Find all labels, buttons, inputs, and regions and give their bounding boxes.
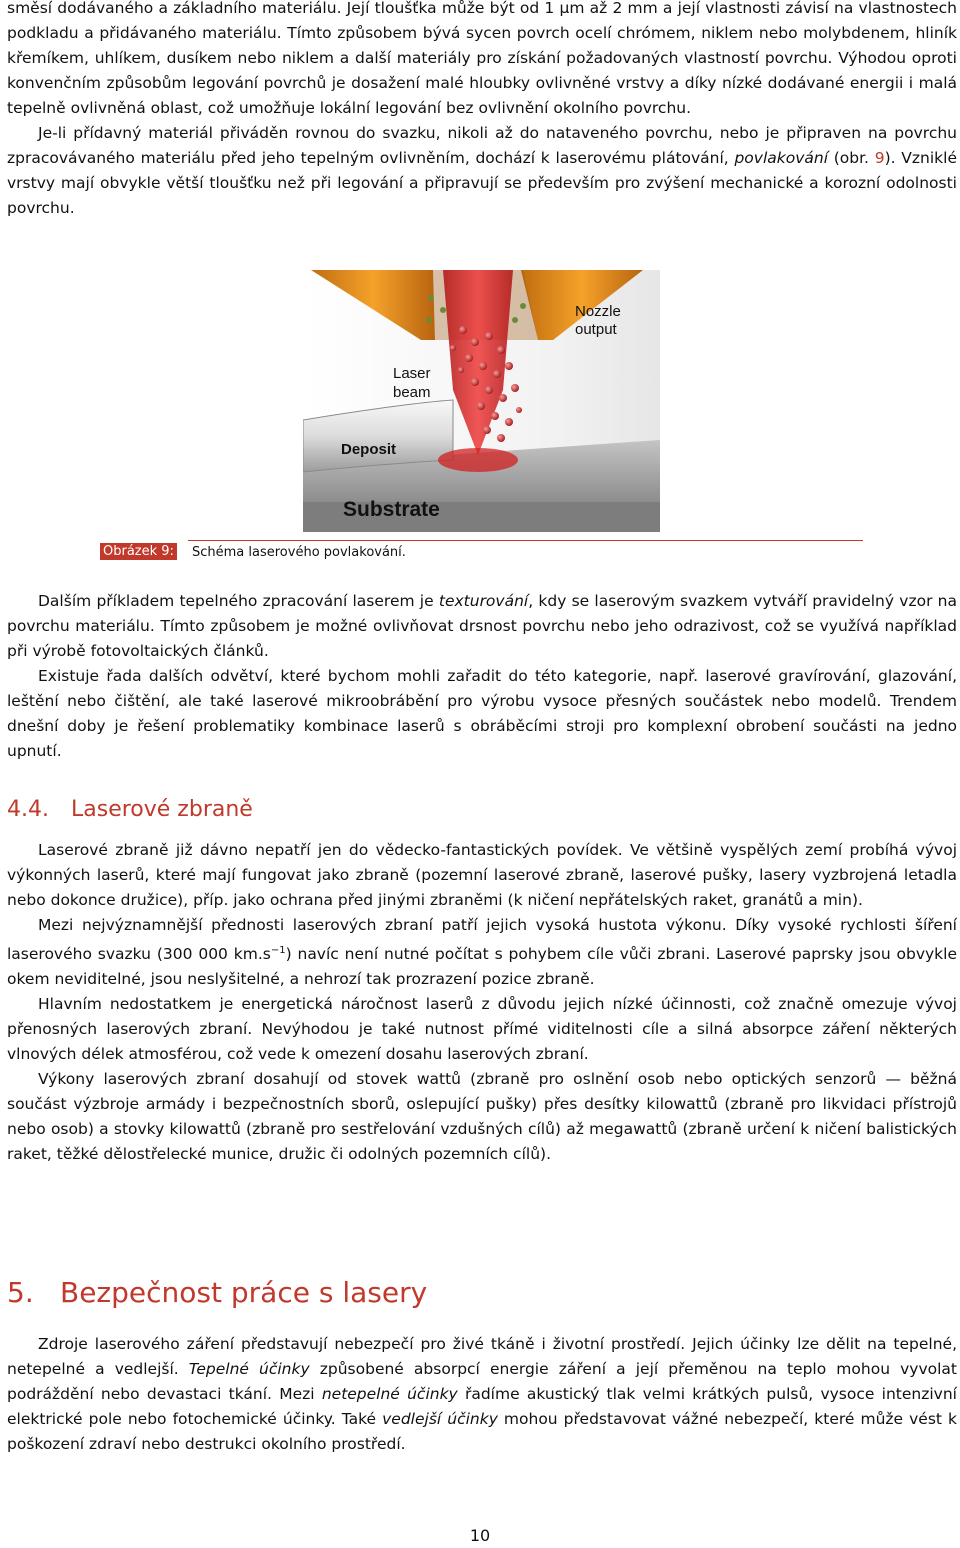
paragraph-2-emphasis: povlakování <box>734 149 829 167</box>
paragraph-6-text-b: ) navíc není nutné počítat s pohybem cíle vůči zbrani. Laserové paprsky jsou obvykle okem neviditelné, jsou neslyšitelné, a nehrozí tak prozrazení pozice zbraně. <box>7 945 957 989</box>
paragraph-3-text-a: Dalším příkladem tepelného zpracování laserem je <box>38 592 439 610</box>
laser-cladding-illustration <box>303 270 660 532</box>
paragraph-9-emphasis-3: vedlejší účinky <box>382 1410 498 1428</box>
section-4-4-body <box>7 838 957 1167</box>
label-nozzle-output-1: Nozzle <box>575 303 621 320</box>
paragraph-9-text-b: způsobené absorpcí energie záření a její přeměnou na teplo mohou vyvolat podráždění nebo devastaci tkání. Mezi <box>7 1360 957 1403</box>
paragraph-2-text-c: ). Vzniklé vrstvy mají obvykle větší tloušťku než při legování a připravují se především pro zvýšení mechanické a korozní odolnosti povrchu. <box>7 149 957 217</box>
paragraph-2-text-a: Je-li přídavný materiál přiváděn rovnou do svazku, nikoli až do nataveného povrchu, nebo je připraven na povrchu zpracovávaného materiálu před jeho tepelným ovlivněním, dochází k laserovému plátování, <box>7 124 957 167</box>
label-substrate: Substrate <box>343 498 440 521</box>
paragraph-9 <box>7 1332 957 1457</box>
paragraph-5: Laserové zbraně již dávno nepatří jen do vědecko-fantastických povídek. Ve většině vyspělých zemí probíhá vývoj výkonných laserů, které mají fungovat jako zbraně (pozemní laserové zbraně, laserové pušky, lasery vyzbrojená letadla nebo dokonce družice), příp. jako ochrana před jinými zbraněmi (k ničení nepřátelských raket, granátů a min). <box>7 841 957 909</box>
figure-laser-cladding <box>303 270 660 532</box>
caption-text: Schéma laserového povlakování. <box>192 545 406 560</box>
paragraph-3-emphasis: texturování <box>438 592 529 610</box>
paragraph-9-text-d: mohou představovat vážné nebezpečí, které může vést k poškození zdraví nebo destrukci okolního prostředí. <box>7 1410 957 1453</box>
middle-block <box>7 589 957 764</box>
paragraph-3-text-b: , kdy se laserovým svazkem vytváří pravidelný vzor na povrchu materiálu. Tímto způsobem je možné ovlivňovat drsnost povrchu nebo jeho odrazivost, což se využívá například při výrobě fotovoltaických článků. <box>7 592 957 660</box>
label-laser-beam-1: Laser <box>393 365 431 382</box>
figure-reference-link[interactable]: 9 <box>874 149 885 167</box>
paragraph-6 <box>7 913 957 992</box>
section-5-heading <box>7 1276 427 1310</box>
section-5-body <box>7 1332 957 1457</box>
label-nozzle-output-2: output <box>575 321 617 338</box>
paragraph-9-emphasis-2: netepelné účinky <box>321 1385 458 1403</box>
top-block <box>7 0 957 221</box>
label-laser-beam-2: beam <box>393 384 431 401</box>
figure-caption <box>100 540 863 564</box>
paragraph-9-emphasis-1: Tepelné účinky <box>188 1360 310 1378</box>
page-number: 10 <box>469 1526 491 1545</box>
paragraph-1: směsí dodávaného a základního materiálu. Její tloušťka může být od 1 µm až 2 mm a její vlastnosti závisí na vlastnostech podkladu a přidávaného materiálu. Tímto způsobem bývá sycen povrch ocelí chrómem, niklem nebo molybdenem, hliník křemíkem, uhlíkem, dusíkem nebo niklem a další materiály pro získání požadovaných vlastností povrchu. Výhodou oproti konvenčním způsobům legování povrchů je dosažení malé hloubky ovlivněné vrstvy a díky nízké dodávané energii i malá tepelně ovlivněná oblast, což umožňuje lokální legování bez ovlivnění okolního povrchu. <box>7 0 957 117</box>
paragraph-4: Existuje řada dalších odvětví, které bychom mohli zařadit do této kategorie, např. laserové gravírování, glazování, leštění nebo čištění, ale také laserové mikroobrábění pro výrobu vysoce přesných součástek nebo modelů. Trendem dnešní doby je řešení problematiky kombinace laserů s obráběcími stroji pro komplexní obrobení součásti na jedno upnutí. <box>7 667 957 760</box>
section-5-number: 5. <box>7 1276 34 1309</box>
paragraph-6-text-a: Mezi nejvýznamnější přednosti laserových zbraní patří jejich vysoká hustota výkonu. Díky vysoké rychlosti šíření laserového svazku (300 000 km.s <box>7 916 957 964</box>
section-4-4-title: Laserové zbraně <box>71 797 253 822</box>
paragraph-2-text-b: (obr. <box>828 149 875 167</box>
paragraph-6-superscript: −1 <box>270 945 286 956</box>
paragraph-2 <box>7 121 957 221</box>
section-5-title: Bezpečnost práce s lasery <box>60 1276 428 1309</box>
caption-rule <box>188 540 863 541</box>
paragraph-7: Hlavním nedostatkem je energetická náročnost laserů z důvodu jejich nízké účinnosti, což značně omezuje vývoj přenosných laserových zbraní. Nevýhodou je také nutnost přímé viditelnosti cíle a silná absorpce záření některých vlnových délek atmosférou, což vede k omezení dosahu laserových zbraní. <box>7 995 957 1064</box>
caption-tag: Obrázek 9: <box>100 543 177 560</box>
paragraph-9-text-c: řadíme akustický tlak velmi krátkých pulsů, vysoce intenzivní elektrické pole nebo fotochemické účinky. Také <box>7 1385 957 1428</box>
section-4-4-number: 4.4. <box>7 797 49 822</box>
paragraph-3 <box>7 589 957 664</box>
paragraph-9-text-a: Zdroje laserového záření představují nebezpečí pro živé tkáně i životní prostředí. Jejich účinky lze dělit na tepelné, netepelné a vedlejší. <box>7 1335 957 1378</box>
paragraph-8: Výkony laserových zbraní dosahují od stovek wattů (zbraně pro oslnění osob nebo optických senzorů — běžná součást výzbroje armády i bezpečnostních sborů, oslepující pušky) přes desítky kilowattů (zbraně pro likvidaci přístrojů nebo osob) a stovky kilowattů (zbraně pro sestřelování vzdušných cílů) až megawattů (zbraně určení k ničení balistických raket, těžké dělostřelecké munice, družic či odolných pozemních cílů). <box>7 1070 957 1164</box>
section-4-4-heading <box>7 796 253 824</box>
label-deposit: Deposit <box>341 441 397 458</box>
